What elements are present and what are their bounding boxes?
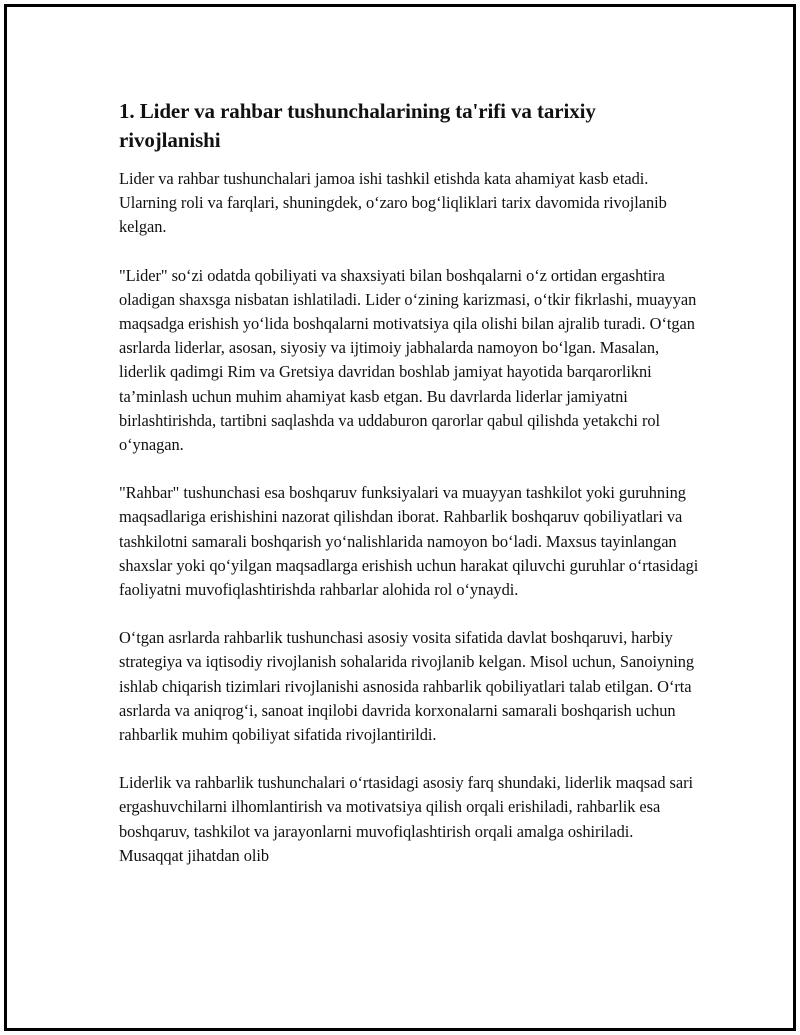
document-body	[119, 97, 699, 892]
page-frame	[4, 4, 796, 1031]
paragraph-rahbar: "Rahbar" tushunchasi esa boshqaruv funksiyalari va muayyan tashkilot yoki guruhning maqsadlariga erishishini nazorat qilishdan iborat. Rahbarlik boshqaruv qobiliyatlari va tashkilotni samarali boshqarish yo‘nalishlarida namoyon bo‘ladi. Maxsus tayinlangan shaxslar yoki qo‘yilgan maqsadlarga erishish uchun harakat qiluvchi guruhlar o‘rtasidagi faoliyatni muvofiqlashtirishda rahbarlar alohida rol o‘ynaydi.	[119, 483, 699, 600]
paragraph-lider: "Lider" so‘zi odatda qobiliyati va shaxsiyati bilan boshqalarni o‘z ortidan ergashtira oladigan shaxsga nisbatan ishlatiladi. Lider o‘zining karizmasi, o‘tkir fikrlashi, muayyan maqsadga erishish yo‘lida boshqalarni motivatsiya qila olishi bilan ajralib turadi. O‘tgan asrlarda liderlar, asosan, siyosiy va ijtimoiy jabhalarda namoyon bo‘lgan. Masalan, liderlik qadimgi Rim va Gretsiya davridan boshlab jamiyat hayotida barqarorlikni ta’minlash uchun muhim ahamiyat kasb etgan. Bu davrlarda liderlar jamiyatni birlashtirishda, tartibni saqlashda va uddaburon qarorlar qabul qilishda yetakchi rol o‘ynagan.	[119, 265, 697, 455]
paragraph-intro: Lider va rahbar tushunchalari jamoa ishi tashkil etishda kata ahamiyat kasb etadi. Ularning roli va farqlari, shuningdek, o‘zaro bog‘liqliklari tarix davomida rivojlanib kelgan.	[119, 169, 667, 237]
section-heading: 1. Lider va rahbar tushunchalarining ta'rifi va tarixiy rivojlanishi	[119, 99, 596, 152]
paragraph-difference: Liderlik va rahbarlik tushunchalari o‘rtasidagi asosiy farq shundaki, liderlik maqsad sari ergashuvchilarni ilhomlantirish va motivatsiya qilish orqali erishiladi, rahbarlik esa boshqaruv, tashkilot va jarayonlarni muvofiqlashtirish orqali amalga oshiriladi. Musaqqat jihatdan olib	[119, 773, 694, 865]
paragraph-history: O‘tgan asrlarda rahbarlik tushunchasi asosiy vosita sifatida davlat boshqaruvi, harbiy strategiya va iqtisodiy rivojlanish sohalarida rivojlanib kelgan. Misol uchun, Sanoiyning ishlab chiqarish tizimlari rivojlanishi asnosida rahbarlik qobiliyatlari talab etilgan. O‘rta asrlarda va aniqrog‘i, sanoat inqilobi davrida korxonalarni samarali boshqarish uchun rahbarlik muhim qobiliyat sifatida rivojlantirildi.	[119, 628, 695, 745]
